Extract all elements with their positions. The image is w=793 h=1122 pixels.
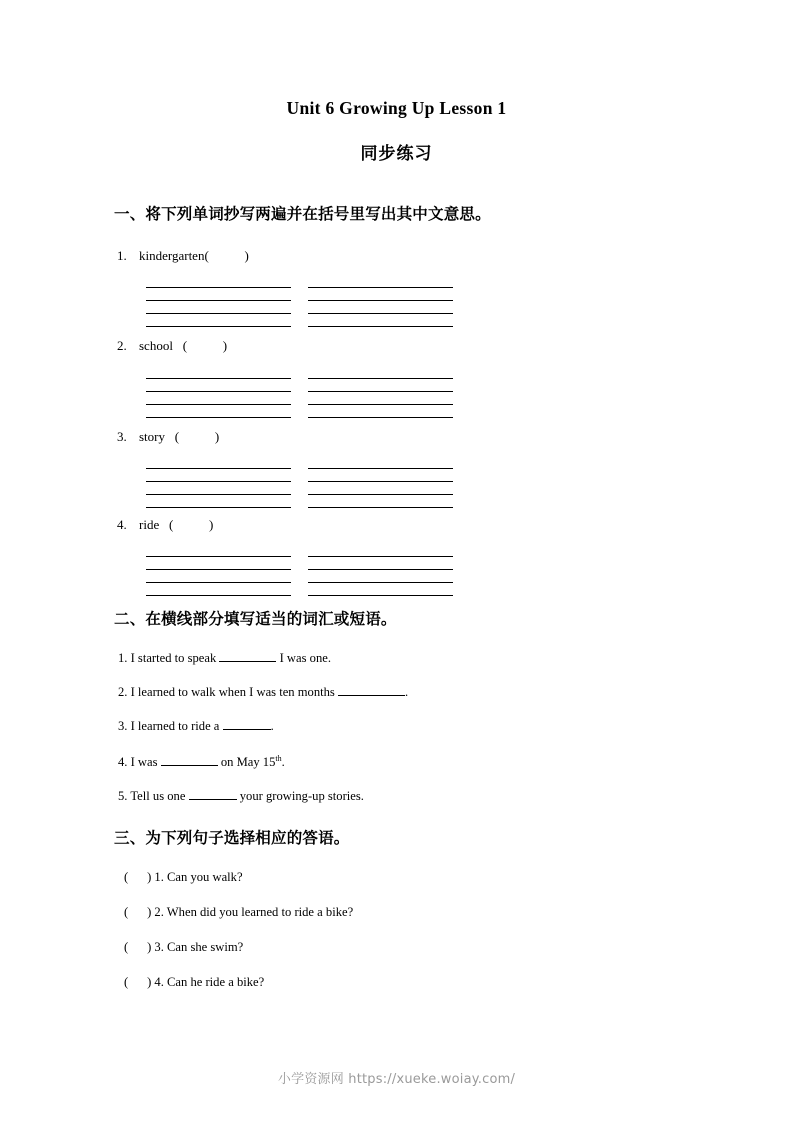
fill-in-blank-item: [118, 685, 793, 700]
ordinal-suffix: th: [275, 753, 282, 763]
section-2-heading: 二、在横线部分填写适当的词汇或短语。: [114, 610, 397, 629]
writing-grid-column-left: [146, 367, 291, 418]
matching-item: [124, 975, 793, 990]
sentence-after: I was one.: [276, 651, 331, 666]
sentence-before: 3. I learned to ride a: [118, 719, 223, 734]
writing-rule: [146, 457, 291, 469]
writing-rule: [308, 583, 453, 596]
writing-grid-column-left: [146, 545, 291, 596]
writing-grid: [114, 532, 793, 596]
writing-rule: [308, 379, 453, 392]
word-item-word: story: [139, 428, 165, 444]
word-item-number: 2.: [117, 338, 127, 354]
sentence-before: 4. I was: [118, 754, 161, 769]
fill-in-blank-item: [118, 651, 793, 666]
writing-rule: [308, 457, 453, 469]
writing-rule: [146, 545, 291, 557]
writing-rule: [308, 482, 453, 495]
footer-watermark: 小学资源网 https://xueke.woiay.com/: [277, 1072, 516, 1087]
writing-grid-column-right: [308, 276, 453, 327]
writing-rule: [146, 314, 291, 327]
word-item-paren: ( ): [204, 248, 249, 263]
matching-item: [124, 870, 793, 885]
writing-rule: [146, 583, 291, 596]
page-subtitle: 同步练习: [360, 144, 433, 164]
matching-item-text: 2. When did you learned to ride a bike?: [151, 905, 354, 920]
writing-grid: [114, 354, 793, 418]
writing-grid: [114, 263, 793, 327]
writing-rule: [308, 545, 453, 557]
writing-grid-column-left: [146, 457, 291, 508]
page-title: Unit 6 Growing Up Lesson 1: [286, 98, 507, 118]
word-item: [114, 249, 793, 327]
writing-rule: [308, 276, 453, 288]
writing-grid-column-left: [146, 276, 291, 327]
fill-in-blank-list: [0, 629, 793, 804]
writing-rule: [146, 482, 291, 495]
writing-rule: [146, 557, 291, 570]
writing-rule: [146, 288, 291, 301]
sentence-before: 2. I learned to walk when I was ten months: [118, 685, 338, 700]
word-item: [114, 339, 793, 417]
matching-item-text: 1. Can you walk?: [151, 869, 243, 884]
answer-blank[interactable]: [338, 695, 405, 696]
word-item-paren: ( ): [182, 338, 228, 354]
word-item-line: [114, 430, 793, 444]
word-item-line: [114, 339, 793, 353]
writing-rule: [308, 314, 453, 327]
writing-grid-column-right: [308, 545, 453, 596]
word-item-word: kindergarten: [139, 248, 205, 263]
sentence-before: 1. I started to speak: [118, 651, 220, 666]
writing-rule: [308, 301, 453, 314]
word-item: [114, 518, 793, 596]
writing-rule: [308, 367, 453, 379]
section-3-heading: 三、为下列句子选择相应的答语。: [114, 828, 350, 847]
matching-item: [124, 940, 793, 955]
sentence-after: .: [405, 685, 409, 700]
writing-rule: [146, 405, 291, 418]
word-item-number: 1.: [117, 248, 127, 263]
writing-rule: [308, 557, 453, 570]
word-item-word: school: [139, 338, 173, 354]
writing-grid-column-right: [308, 367, 453, 418]
writing-grid-column-right: [308, 457, 453, 508]
matching-item-text: 3. Can she swim?: [151, 940, 244, 955]
answer-bracket[interactable]: ( ): [124, 869, 152, 884]
writing-rule: [146, 495, 291, 508]
writing-grid: [114, 444, 793, 508]
word-copy-list: [0, 224, 793, 596]
fill-in-blank-item: [118, 789, 793, 804]
fill-in-blank-item: [118, 719, 793, 734]
writing-rule: [146, 379, 291, 392]
answer-blank[interactable]: [161, 765, 218, 766]
answer-bracket[interactable]: ( ): [124, 905, 152, 920]
writing-rule: [308, 392, 453, 405]
answer-blank[interactable]: [223, 729, 271, 730]
writing-rule: [308, 495, 453, 508]
sentence-before: 5. Tell us one: [118, 788, 189, 803]
section-1-heading: 一、将下列单词抄写两遍并在括号里写出其中文意思。: [114, 205, 491, 223]
answer-bracket[interactable]: ( ): [124, 975, 152, 990]
word-item-line: [114, 249, 793, 263]
word-item-number: 4.: [117, 516, 127, 532]
writing-rule: [308, 469, 453, 482]
word-item-number: 3.: [117, 428, 127, 444]
word-item-line: [114, 518, 793, 532]
word-item: [114, 430, 793, 508]
fill-in-blank-item: [118, 754, 793, 770]
matching-item: [124, 905, 793, 920]
sentence-tail: .: [281, 754, 285, 769]
matching-item-text: 4. Can he ride a bike?: [151, 975, 265, 990]
word-item-paren: ( ): [168, 516, 214, 532]
sentence-after: on May 15: [217, 754, 276, 769]
writing-rule: [308, 288, 453, 301]
writing-rule: [146, 469, 291, 482]
writing-rule: [146, 367, 291, 379]
sentence-after: .: [270, 719, 274, 734]
writing-rule: [146, 301, 291, 314]
writing-rule: [308, 405, 453, 418]
answer-bracket[interactable]: ( ): [124, 940, 152, 955]
word-item-paren: ( ): [174, 428, 220, 444]
matching-list: [0, 848, 793, 990]
answer-blank[interactable]: [219, 661, 276, 662]
writing-rule: [146, 570, 291, 583]
word-item-word: ride: [139, 516, 160, 532]
sentence-after: your growing-up stories.: [236, 788, 364, 803]
writing-rule: [146, 392, 291, 405]
answer-blank[interactable]: [189, 799, 237, 800]
writing-rule: [146, 276, 291, 288]
writing-rule: [308, 570, 453, 583]
